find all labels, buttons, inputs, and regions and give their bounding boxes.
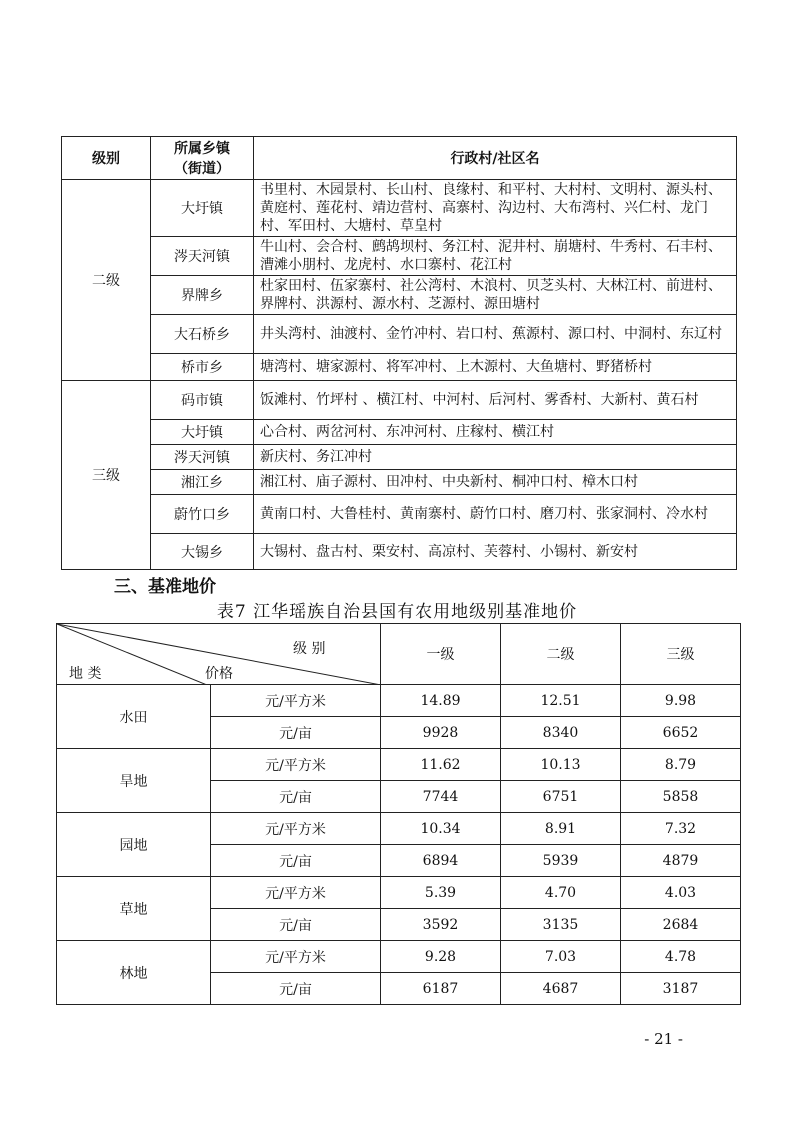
villages-cell: 书里村、木园景村、长山村、良缘村、和平村、大村村、文明村、源头村、黄庭村、莲花村、靖边营村、高寨村、沟边村、大布湾村、兴仁村、龙门村、军田村、大塘村、草皇村 <box>254 180 737 237</box>
land-type-cell: 园地 <box>57 813 211 877</box>
level-header: 级别 <box>62 137 151 180</box>
value-cell: 4.70 <box>501 877 621 909</box>
villages-cell: 黄南口村、大鲁桂村、黄南寨村、蔚竹口村、磨刀村、张家洞村、冷水村 <box>254 495 737 534</box>
town-cell: 界牌乡 <box>151 276 254 315</box>
table-row <box>62 237 737 276</box>
value-cell: 6894 <box>381 845 501 877</box>
town-cell: 湘江乡 <box>151 470 254 495</box>
value-cell: 3187 <box>621 973 741 1005</box>
unit-cell: 元/平方米 <box>211 941 381 973</box>
value-cell: 3135 <box>501 909 621 941</box>
town-header-line2: （街道） <box>174 161 230 177</box>
land-type-cell: 林地 <box>57 941 211 1005</box>
table-row <box>62 495 737 534</box>
unit-cell: 元/亩 <box>211 973 381 1005</box>
value-cell: 4.78 <box>621 941 741 973</box>
villages-cell: 牛山村、会合村、鹧鸪坝村、务江村、泥井村、崩塘村、牛秀村、石丰村、漕滩小朋村、龙虎村、水口寨村、花江村 <box>254 237 737 276</box>
table-row <box>62 354 737 381</box>
value-cell: 8.91 <box>501 813 621 845</box>
villages-cell: 湘江村、庙子源村、田冲村、中央新村、桐冲口村、樟木口村 <box>254 470 737 495</box>
value-cell: 9.28 <box>381 941 501 973</box>
level-header: 三级 <box>621 624 741 685</box>
level-cell: 二级 <box>62 180 151 381</box>
value-cell: 4879 <box>621 845 741 877</box>
villages-cell: 饭滩村、竹坪村 、横江村、中河村、后河村、雾香村、大新村、黄石村 <box>254 381 737 420</box>
land-type-cell: 旱地 <box>57 749 211 813</box>
table-row <box>62 180 737 237</box>
grade-village-table <box>61 136 737 570</box>
town-cell: 涔天河镇 <box>151 445 254 470</box>
page-number: - 21 - <box>644 1030 683 1048</box>
town-header <box>151 137 254 180</box>
value-cell: 14.89 <box>381 685 501 717</box>
table-header-row <box>57 624 741 685</box>
diagonal-header-cell <box>57 624 381 685</box>
town-cell: 蔚竹口乡 <box>151 495 254 534</box>
table-row <box>62 315 737 354</box>
level-cell: 三级 <box>62 381 151 570</box>
level-header: 二级 <box>501 624 621 685</box>
villages-cell: 井头湾村、油渡村、金竹冲村、岩口村、蕉源村、源口村、中洞村、东辽村 <box>254 315 737 354</box>
town-cell: 大锡乡 <box>151 534 254 570</box>
value-cell: 9.98 <box>621 685 741 717</box>
town-cell: 大圩镇 <box>151 180 254 237</box>
unit-cell: 元/平方米 <box>211 877 381 909</box>
unit-cell: 元/亩 <box>211 909 381 941</box>
unit-cell: 元/亩 <box>211 717 381 749</box>
villages-cell: 大锡村、盘古村、栗安村、高凉村、芙蓉村、小锡村、新安村 <box>254 534 737 570</box>
land-type-cell: 水田 <box>57 685 211 749</box>
table-row <box>57 877 741 909</box>
villages-cell: 新庆村、务江冲村 <box>254 445 737 470</box>
value-cell: 4.03 <box>621 877 741 909</box>
corner-landtype-label: 地 类 <box>69 666 102 682</box>
value-cell: 10.13 <box>501 749 621 781</box>
value-cell: 5858 <box>621 781 741 813</box>
villages-cell: 杜家田村、伍家寨村、社公湾村、木浪村、贝芝头村、大林江村、前进村、界牌村、洪源村、源水村、芝源村、源田塘村 <box>254 276 737 315</box>
base-price-table <box>56 623 741 1005</box>
table-row <box>57 685 741 717</box>
table-row <box>62 534 737 570</box>
corner-price-label: 价格 <box>205 666 233 682</box>
value-cell: 2684 <box>621 909 741 941</box>
land-type-cell: 草地 <box>57 877 211 941</box>
value-cell: 10.34 <box>381 813 501 845</box>
corner-level-label: 级 别 <box>293 641 326 657</box>
value-cell: 7.03 <box>501 941 621 973</box>
value-cell: 5.39 <box>381 877 501 909</box>
unit-cell: 元/平方米 <box>211 813 381 845</box>
value-cell: 7744 <box>381 781 501 813</box>
table-row <box>57 813 741 845</box>
value-cell: 8340 <box>501 717 621 749</box>
table-row <box>62 470 737 495</box>
unit-cell: 元/亩 <box>211 845 381 877</box>
value-cell: 6187 <box>381 973 501 1005</box>
town-cell: 大石桥乡 <box>151 315 254 354</box>
value-cell: 6652 <box>621 717 741 749</box>
town-cell: 大圩镇 <box>151 420 254 445</box>
value-cell: 9928 <box>381 717 501 749</box>
value-cell: 3592 <box>381 909 501 941</box>
value-cell: 4687 <box>501 973 621 1005</box>
value-cell: 6751 <box>501 781 621 813</box>
value-cell: 5939 <box>501 845 621 877</box>
level-header: 一级 <box>381 624 501 685</box>
table-row <box>62 420 737 445</box>
town-cell: 码市镇 <box>151 381 254 420</box>
value-cell: 7.32 <box>621 813 741 845</box>
unit-cell: 元/平方米 <box>211 685 381 717</box>
town-header-line1: 所属乡镇 <box>174 141 230 157</box>
town-cell: 涔天河镇 <box>151 237 254 276</box>
unit-cell: 元/平方米 <box>211 749 381 781</box>
villages-cell: 心合村、两岔河村、东冲河村、庄稼村、横江村 <box>254 420 737 445</box>
unit-cell: 元/亩 <box>211 781 381 813</box>
villages-cell: 塘湾村、塘家源村、将军冲村、上木源村、大鱼塘村、野猪桥村 <box>254 354 737 381</box>
table-row <box>62 445 737 470</box>
value-cell: 11.62 <box>381 749 501 781</box>
value-cell: 8.79 <box>621 749 741 781</box>
value-cell: 12.51 <box>501 685 621 717</box>
town-cell: 桥市乡 <box>151 354 254 381</box>
section-title: 三、基准地价 <box>114 577 216 597</box>
table-row <box>57 941 741 973</box>
table-row <box>57 749 741 781</box>
villages-header: 行政村/社区名 <box>254 137 737 180</box>
table-header-row <box>62 137 737 180</box>
table-row <box>62 276 737 315</box>
table-row <box>62 381 737 420</box>
table-caption: 表7 江华瑶族自治县国有农用地级别基准地价 <box>216 602 578 622</box>
